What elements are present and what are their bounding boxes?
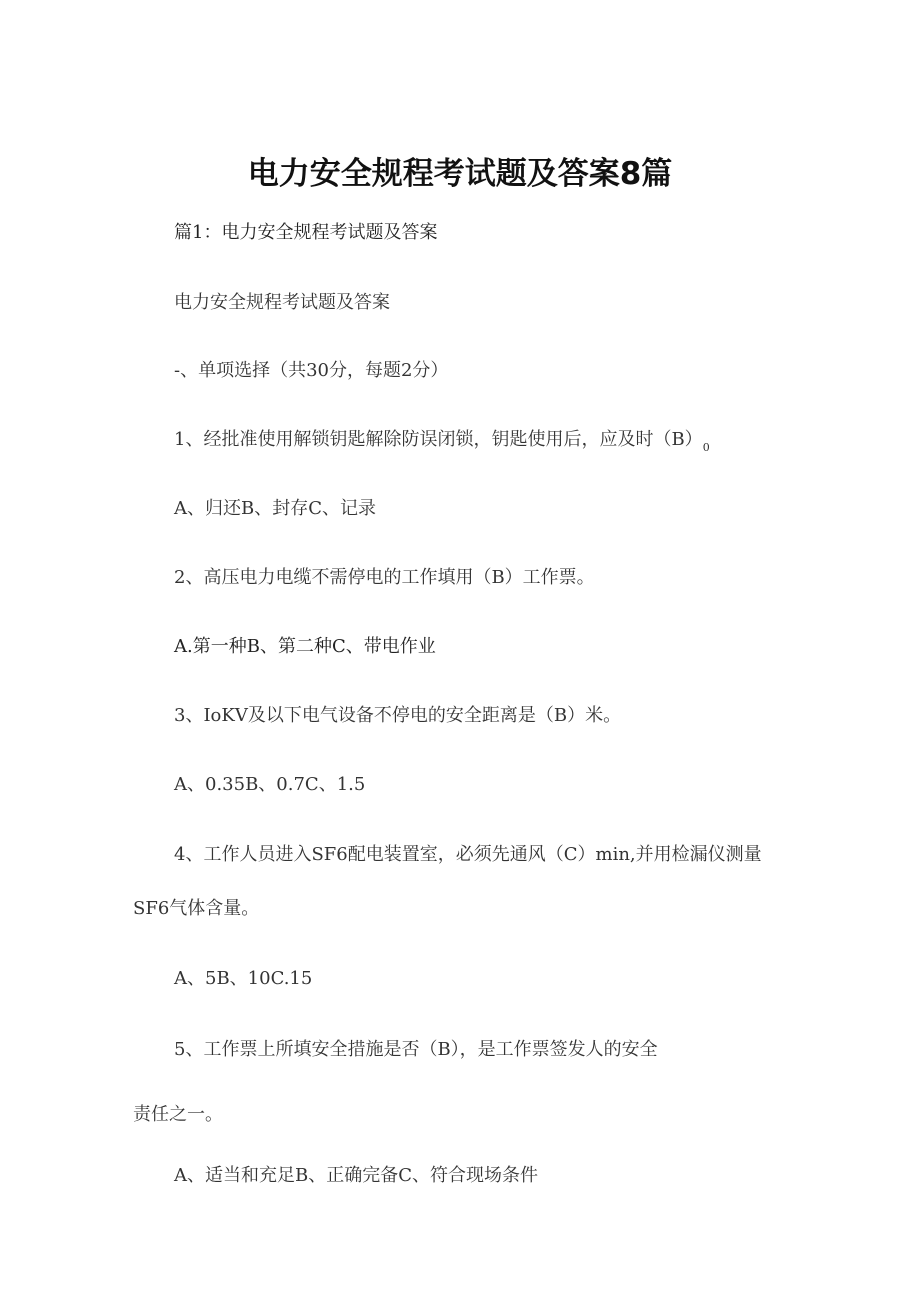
document-title: 电力安全规程考试题及答案8篇	[247, 156, 673, 192]
question-5-continuation: 责任之一。	[133, 1104, 223, 1125]
question-3-options: A、0.35B、0.7C、1.5	[174, 774, 366, 795]
question-text: 1、经批准使用解锁钥匙解除防误闭锁，钥匙使用后，应及时（B）	[174, 429, 703, 450]
question-2-options: A.第一种B、第二种C、带电作业	[174, 636, 436, 657]
question-5: 5、工作票上所填安全措施是否（B），是工作票签发人的安全	[174, 1039, 658, 1060]
question-suffix: 0	[702, 441, 710, 454]
question-1	[174, 428, 710, 460]
question-2: 2、高压电力电缆不需停电的工作填用（B）工作票。	[174, 567, 595, 588]
question-5-options: A、适当和充足B、正确完备C、符合现场条件	[174, 1165, 538, 1186]
question-3: 3、IoKV及以下电气设备不停电的安全距离是（B）米。	[174, 705, 622, 726]
question-4: 4、工作人员进入SF6配电装置室，必须先通风（C）min,并用检漏仪测量	[174, 844, 762, 865]
question-1-options: A、归还B、封存C、记录	[174, 498, 376, 519]
subtitle: 电力安全规程考试题及答案	[174, 292, 390, 313]
question-4-options: A、5B、10C.15	[174, 968, 313, 989]
section-heading: 篇1：电力安全规程考试题及答案	[174, 222, 438, 243]
part-heading: -、单项选择（共30分，每题2分）	[174, 360, 449, 381]
question-4-continuation: SF6气体含量。	[133, 898, 260, 919]
